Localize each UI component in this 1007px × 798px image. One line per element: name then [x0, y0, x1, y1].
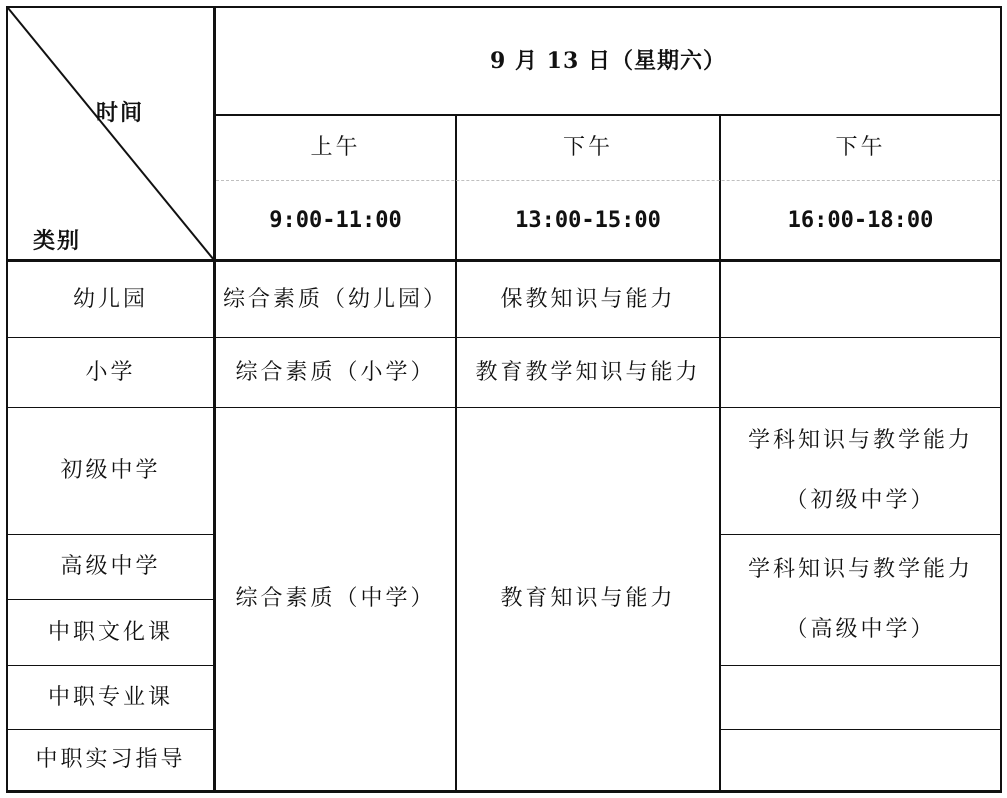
session-1-time: 9:00-11:00: [269, 207, 402, 233]
category-primary: 小学: [85, 359, 136, 385]
corner-label-time: 时间: [96, 100, 145, 126]
senior-high-evening-subject: [721, 535, 1000, 665]
category-vocational-practice: 中职实习指导: [35, 747, 186, 772]
kindergarten-afternoon-subject: 保教知识与能力: [500, 286, 676, 312]
date-header: 9 月 13 日（星期六）: [490, 48, 726, 74]
session-1-label: 上午: [310, 135, 361, 160]
border-right: [1000, 6, 1002, 793]
row-line-5-right: [720, 665, 1002, 666]
primary-morning-subject: 综合素质（小学）: [235, 359, 436, 385]
senior-subject-line-2: （高级中学）: [785, 617, 936, 642]
kindergarten-morning-subject: 综合素质（幼儿园）: [222, 286, 448, 312]
category-junior-high: 初级中学: [60, 458, 161, 483]
category-kindergarten: 幼儿园: [72, 286, 148, 312]
divider-dashed-session: [216, 180, 1000, 181]
session-2-label: 下午: [562, 135, 613, 160]
row-line-6-right: [720, 729, 1002, 730]
junior-subject-line-1: 学科知识与教学能力: [747, 428, 973, 453]
middle-school-morning-subject: 综合素质（中学）: [235, 586, 436, 611]
session-3-time: 16:00-18:00: [787, 207, 934, 233]
session-2-time: 13:00-15:00: [515, 207, 661, 233]
junior-high-evening-subject: [721, 408, 1000, 534]
primary-afternoon-subject: 教育教学知识与能力: [475, 359, 701, 385]
senior-subject-line-1: 学科知识与教学能力: [747, 557, 973, 582]
category-senior-high: 高级中学: [60, 554, 161, 579]
border-bottom: [6, 790, 1002, 793]
junior-subject-line-2: （初级中学）: [785, 488, 936, 513]
category-vocational-culture: 中职文化课: [47, 619, 173, 645]
category-vocational-major: 中职专业课: [47, 684, 173, 710]
middle-school-afternoon-subject: 教育知识与能力: [500, 586, 676, 611]
session-3-label: 下午: [835, 135, 886, 160]
corner-label-category: 类别: [33, 228, 82, 254]
